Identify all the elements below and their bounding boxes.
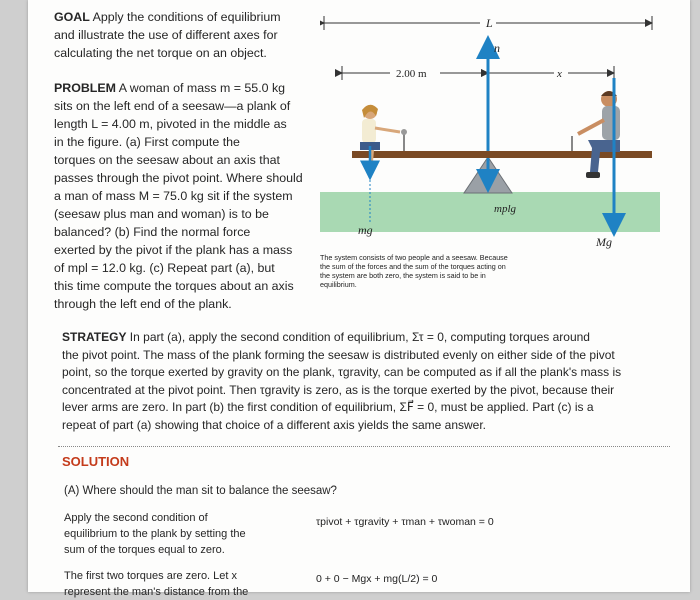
problem-line: torques on the seesaw about an axis that <box>54 153 280 167</box>
strategy-label: STRATEGY <box>62 330 127 344</box>
goal-label: GOAL <box>54 10 90 24</box>
strategy-block: STRATEGY In part (a), apply the second condition of equilibrium, Στ = 0, computing torques around the pivot point. The mass of the plank forming the seesaw is distributed evenly on either side of the pivot point, so the torque exerted by gravity on the plank, τgravity, can be computed as if all the plank's mass is concentrated at the pivot point. Then τgravity is zero, as is the torque exerted by the pivot, because their lever arms are zero. In part (b) the first condition of equilibrium, ΣF⃗ = 0, must be applied. Part (c) is a repeat of part (a) showing that choice of a different axis yields the same answer. <box>62 330 622 432</box>
problem-line: balanced? (b) Find the normal force <box>54 225 251 239</box>
label-mplg: mplg⃗ <box>494 203 525 215</box>
goal-line: calculating the net torque on an object. <box>54 46 267 60</box>
problem-line: this time compute the torques about an axis <box>54 279 294 293</box>
goal-block <box>54 8 334 62</box>
plank <box>352 151 652 158</box>
problem-line: exerted by the pivot if the plank has a mass <box>54 243 293 257</box>
problem-line: length L = 4.00 m, pivoted in the middle as <box>54 117 287 131</box>
problem-line: through the left end of the plank. <box>54 297 232 311</box>
woman-figure <box>360 105 400 174</box>
goal-line: and illustrate the use of different axes for <box>54 28 278 42</box>
problem-line: of mpl = 12.0 kg. (c) Repeat part (a), but <box>54 261 275 275</box>
problem-line: A woman of mass m = 55.0 kg <box>118 81 286 95</box>
seesaw-figure <box>320 6 660 256</box>
problem-line: sits on the left end of a seesaw—a plank of <box>54 99 291 113</box>
problem-line: passes through the pivot point. Where should <box>54 171 303 185</box>
step2-equation: 0 + 0 − Mgx + mg(L/2) = 0 <box>316 573 438 585</box>
label-L: L <box>486 16 493 30</box>
problem-line: in the figure. (a) First compute the <box>54 135 240 149</box>
step1-equation: τpivot + τgravity + τman + τwoman = 0 <box>316 516 494 528</box>
solution-heading: SOLUTION <box>62 454 130 469</box>
problem-line: a man of mass M = 75.0 kg sit if the system <box>54 189 293 203</box>
label-2m: 2.00 m <box>396 68 427 80</box>
problem-block <box>54 79 339 313</box>
step1-text: Apply the second condition of equilibrium to the plank by setting the sum of the torques equal to zero. <box>64 512 246 556</box>
part-a-question: (A) Where should the man sit to balance the seesaw? <box>64 485 337 497</box>
section-divider <box>58 446 670 447</box>
goal-line: Apply the conditions of equilibrium <box>92 10 281 24</box>
textbook-page <box>28 0 690 598</box>
problem-line: (seesaw plus man and woman) is to be <box>54 207 269 221</box>
figure-caption: The system consists of two people and a seesaw. Because the sum of the forces and the sum of the torques acting on the system are both zero, the system is said to be in equilibrium. <box>320 253 508 289</box>
label-n: n⃗ <box>494 41 510 55</box>
label-mg: mg⃗ <box>358 223 382 237</box>
problem-label: PROBLEM <box>54 81 116 95</box>
label-Mg: Mg⃗ <box>596 235 622 249</box>
label-x: x <box>557 68 562 80</box>
step2-text: The first two torques are zero. Let x represent the man's distance from the <box>64 570 249 598</box>
